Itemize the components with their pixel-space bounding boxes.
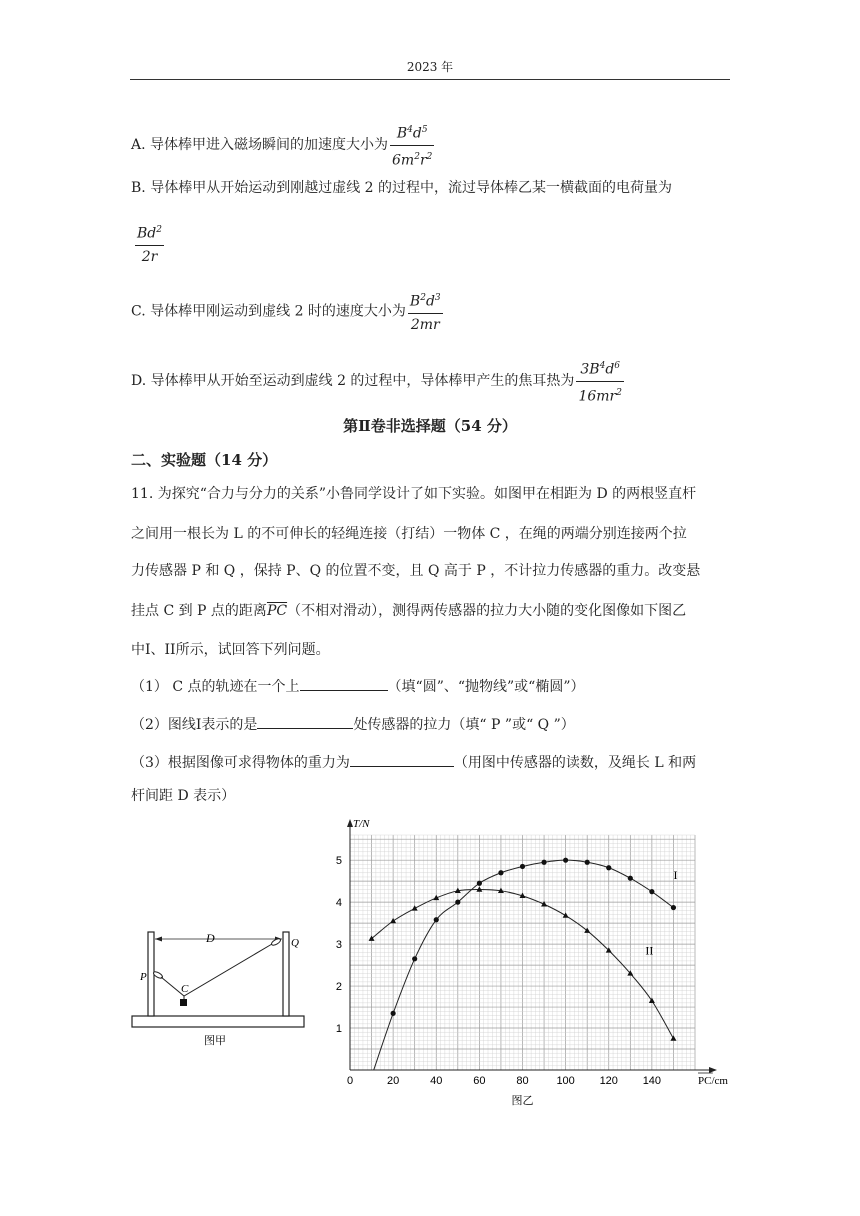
- x-tick-label: 40: [430, 1075, 443, 1087]
- y-tick-label: 2: [335, 981, 342, 994]
- sub-question-2-text: （2）图线I表示的是: [131, 717, 258, 733]
- sub-question-2: [131, 714, 575, 735]
- option-c-text: C. 导体棒甲刚运动到虚线 2 时的速度大小为: [131, 303, 406, 320]
- option-d-text: D. 导体棒甲从开始至运动到虚线 2 的过程中，导体棒甲产生的焦耳热为: [131, 373, 575, 390]
- option-b-text: B. 导体棒甲从开始运动到刚越过虚线 2 的过程中，流过导体棒乙某一横截面的电荷量为: [131, 180, 672, 196]
- series-II-point: [563, 912, 569, 917]
- figure-b-caption: 图乙: [511, 1095, 534, 1107]
- series-I-point: [649, 889, 654, 894]
- arrow-left-head: [155, 937, 162, 942]
- chart-labels: [336, 818, 729, 1107]
- series-II-point: [670, 1035, 676, 1040]
- x-axis-label: PC/cm: [698, 1075, 728, 1087]
- sub-question-3: [131, 752, 696, 773]
- series-I-point: [628, 876, 633, 881]
- section-title: 第Ⅱ卷非选择题（54 分）: [343, 417, 517, 435]
- series-II-point: [584, 927, 590, 932]
- figure-a: [128, 920, 308, 1050]
- pc-overline: $\overline{PC}$: [266, 603, 288, 619]
- answer-blank-3[interactable]: [350, 752, 454, 767]
- sub-question-3-cont: 杆间距 D 表示）: [131, 788, 236, 804]
- series-II-point: [412, 905, 418, 910]
- series-I-point: [391, 1011, 396, 1016]
- question-line-4b: （不相对滑动），测得两传感器的拉力大小随的变化图像如下图乙: [287, 603, 687, 619]
- base-plate: [132, 1016, 304, 1027]
- label-q: Q: [291, 937, 299, 949]
- subsection-title: 二、实验题（14 分）: [131, 451, 278, 469]
- x-tick-label: 100: [556, 1075, 575, 1087]
- label-c: C: [181, 983, 189, 995]
- label-d: D: [206, 931, 215, 945]
- label-p: P: [140, 971, 147, 983]
- figure-a-caption: 图甲: [204, 1035, 226, 1047]
- x-tick-label: 0: [346, 1075, 354, 1087]
- series-I-point: [563, 858, 568, 863]
- question-line-4a: 挂点 C 到 P 点的距离: [131, 603, 267, 619]
- series-I-point: [520, 864, 525, 869]
- option-b: [131, 178, 672, 198]
- figure-b-chart: [320, 810, 730, 1110]
- series-I-point: [412, 956, 417, 961]
- y-tick-label: 4: [335, 897, 342, 910]
- sub-question-3-text: （3）根据图像可求得物体的重力为: [131, 755, 350, 771]
- x-tick-label: 60: [473, 1075, 486, 1087]
- series-I-point: [541, 860, 546, 865]
- question-line-1: 11. 为探究“合力与分力的关系”小鲁同学设计了如下实验。如图甲在相距为 D 的两根竖直杆: [131, 486, 697, 502]
- rope: [161, 944, 272, 996]
- question-line-5: 中I、II所示，试回答下列问题。: [131, 642, 330, 658]
- header-rule: [130, 79, 730, 80]
- series-I-point: [671, 905, 676, 910]
- option-d: [131, 356, 624, 406]
- x-tick-label: 20: [387, 1075, 400, 1087]
- sub-question-1-hint: （填“圆”、“抛物线”或“椭圆”）: [387, 679, 585, 695]
- series-I-point: [477, 881, 482, 886]
- x-tick-label: 140: [642, 1075, 662, 1087]
- answer-blank-1[interactable]: [300, 676, 388, 691]
- answer-blank-2[interactable]: [257, 714, 353, 729]
- series-II-label: II: [645, 943, 654, 958]
- chart-grid: [350, 835, 695, 1070]
- x-tick-label: 120: [599, 1075, 618, 1087]
- object-c: [180, 999, 187, 1006]
- option-a-formula: $\frac{B^4d^5}{6m^2r^2}$: [390, 120, 434, 170]
- series-I-point: [606, 865, 611, 870]
- question-line-2: 之间用一根长为 L 的不可伸长的轻绳连接（打结）一物体 C ，在绳的两端分别连接两个拉: [131, 526, 687, 542]
- option-d-formula: $\frac{3B^4d^6}{16mr^2}$: [576, 356, 624, 406]
- sub-question-2-hint: 处传感器的拉力（填“ P ”或“ Q ”）: [353, 717, 575, 733]
- chart-axes: [347, 819, 717, 1073]
- y-tick-label: 5: [335, 855, 342, 868]
- series-I-point: [498, 870, 503, 875]
- sub-question-3-hint: （用图中传感器的读数，及绳长 L 和两: [453, 755, 697, 771]
- sub-question-1-text: （1） C 点的轨迹在一个上: [131, 679, 300, 695]
- option-a: [131, 120, 434, 170]
- question-line-4: [131, 601, 686, 621]
- right-rod: [283, 932, 289, 1016]
- y-tick-label: 1: [335, 1023, 342, 1036]
- x-axis-arrow: [709, 1067, 717, 1073]
- series-I-point: [585, 860, 590, 865]
- page-header: 2023 年: [406, 60, 454, 74]
- series-II-point: [390, 918, 396, 923]
- option-c-formula: $\frac{B^2d^3}{2mr}$: [408, 288, 443, 335]
- series-I-point: [434, 917, 439, 922]
- option-c: [131, 288, 443, 335]
- option-b-formula: $\frac{Bd^2}{2r}$: [133, 220, 164, 267]
- option-a-text: A. 导体棒甲进入磁场瞬间的加速度大小为: [131, 137, 389, 154]
- y-axis-label: T/N: [353, 818, 370, 830]
- series-I-point: [455, 900, 460, 905]
- x-tick-label: 80: [516, 1075, 529, 1087]
- y-tick-label: 3: [335, 939, 342, 952]
- series-I-label: I: [673, 868, 678, 883]
- question-line-3: 力传感器 P 和 Q ，保持 P、Q 的位置不变，且 Q 高于 P ，不计拉力传感器的重力。改变悬: [131, 563, 701, 579]
- sub-question-1: [131, 676, 584, 697]
